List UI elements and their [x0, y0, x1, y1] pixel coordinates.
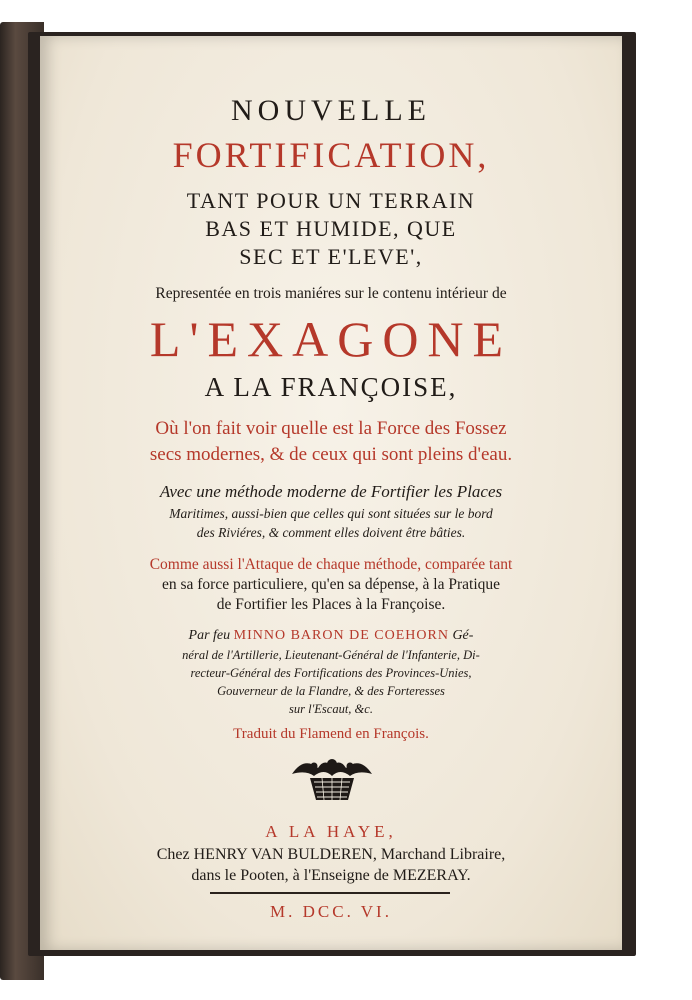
- attack-line-1: Comme aussi l'Attaque de chaque méthode, comparée tant: [149, 556, 513, 573]
- title-line-francoise: A LA FRANÇOISE,: [204, 372, 458, 402]
- description-line-1: Où l'on fait voir quelle est la Force des Fossez: [155, 418, 507, 439]
- divider-rule: [210, 892, 450, 894]
- author-line: [40, 628, 622, 644]
- author-prefix: Par feu: [188, 628, 231, 643]
- author-title-line-2: recteur-Général des Fortifications des Provinces-Unies,: [190, 666, 472, 680]
- description-line-2: secs modernes, & de ceux qui sont pleins d'eau.: [149, 444, 513, 465]
- method-line-2: Maritimes, aussi-bien que celles qui sont situées sur le bord: [169, 506, 493, 521]
- method-line-1: Avec une méthode moderne de Fortifier les Places: [159, 482, 503, 501]
- title-line-fortification: FORTIFICATION,: [172, 135, 490, 175]
- flower-basket-ornament-icon: [284, 754, 380, 804]
- title-line-nouvelle: NOUVELLE: [231, 94, 431, 127]
- representee-line: Representée en trois maniéres sur le contenu intérieur de: [155, 285, 507, 302]
- subtitle-line-2: BAS ET HUMIDE, QUE: [205, 216, 457, 241]
- author-title-line-1: néral de l'Artillerie, Lieutenant-Général de l'Infanterie, Di-: [182, 648, 480, 662]
- method-line-3: des Riviéres, & comment elles doivent être bâties.: [196, 525, 466, 540]
- author-suffix: Gé-: [452, 628, 474, 643]
- date-line: M. DCC. VI.: [270, 902, 392, 921]
- author-name: MINNO BARON DE COEHORN: [233, 628, 449, 643]
- translation-note: Traduit du Flamend en François.: [233, 726, 429, 742]
- publisher-line-1: Chez HENRY VAN BULDEREN, Marchand Libraire,: [156, 846, 506, 863]
- author-title-line-3: Gouverneur de la Flandre, & des Forteresses: [217, 684, 445, 698]
- attack-line-3: de Fortifier les Places à la Françoise.: [216, 596, 446, 613]
- author-title-line-4: sur l'Escaut, &c.: [289, 702, 373, 716]
- title-line-exagone: L'EXAGONE: [149, 311, 513, 367]
- place-line: A LA HAYE,: [265, 822, 397, 841]
- publisher-line-2: dans le Pooten, à l'Enseigne de MEZERAY.: [191, 867, 471, 884]
- title-page: [40, 36, 622, 950]
- subtitle-line-1: TANT POUR UN TERRAIN: [186, 188, 476, 213]
- attack-line-2: en sa force particuliere, qu'en sa dépense, à la Pratique: [161, 576, 501, 593]
- subtitle-line-3: SEC ET E'LEVE',: [239, 244, 423, 269]
